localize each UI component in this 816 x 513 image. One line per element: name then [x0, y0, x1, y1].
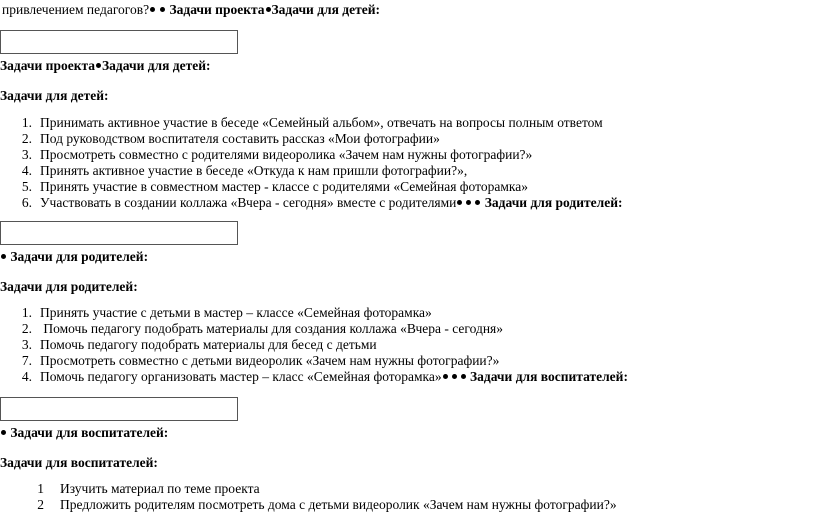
list-text: Помочь педагогу подобрать материалы для бесед с детьми — [40, 337, 377, 352]
tasks-teachers-label: Задачи для воспитателей: — [470, 369, 628, 384]
tasks-children-label: Задачи для детей: — [271, 2, 381, 17]
bullet-icon — [160, 7, 165, 12]
bullet-icon — [466, 200, 471, 205]
list-number: 4. — [21, 163, 32, 178]
bullet-icon — [461, 374, 466, 379]
bullet-icon — [1, 430, 6, 435]
bullet-icon — [452, 374, 457, 379]
tasks-parents-label: Задачи для родителей: — [10, 249, 149, 264]
top-line — [2, 2, 380, 18]
teachers-title: Задачи для воспитателей: — [0, 455, 158, 470]
tasks-project-label: Задачи проекта — [169, 2, 265, 17]
list-text-value: Участвовать в создании коллажа «Вчера - сегодня» вместе с родителями — [40, 195, 457, 210]
list-number: 7. — [21, 353, 32, 368]
list-number: 2. — [21, 321, 32, 336]
bullet-icon — [266, 7, 271, 12]
lead-text: привлечением педагогов? — [2, 2, 150, 17]
list-text: Принять участие в совместном мастер - классе с родителями «Семейная фоторамка» — [40, 179, 528, 194]
list-number: 3. — [21, 147, 32, 162]
list-text: Просмотреть совместно с детьми видеоролик «Зачем нам нужны фотографии?» — [40, 353, 500, 368]
list-text: Просмотреть совместно с родителями видеоролика «Зачем нам нужны фотографии?» — [40, 147, 533, 162]
bullet-icon — [150, 7, 155, 12]
children-heading-line — [0, 58, 211, 74]
bullet-icon — [1, 254, 6, 259]
list-text: Принимать активное участие в беседе «Семейный альбом», отвечать на вопросы полным ответом — [40, 115, 603, 130]
tasks-project-label: Задачи проекта — [0, 58, 96, 73]
list-text: Принять участие с детьми в мастер – классе «Семейная фоторамка» — [40, 305, 432, 320]
list-text — [40, 369, 628, 385]
bullet-icon — [96, 63, 101, 68]
children-title: Задачи для детей: — [0, 88, 109, 103]
list-text-value: Помочь педагогу организовать мастер – класс «Семейная фоторамка» — [40, 369, 442, 384]
bullet-icon — [457, 200, 462, 205]
list-number: 5. — [21, 179, 32, 194]
list-number: 4. — [21, 369, 32, 384]
tasks-parents-label: Задачи для родителей: — [484, 195, 623, 210]
empty-frame-box — [0, 397, 238, 421]
parents-title: Задачи для родителей: — [0, 279, 138, 294]
list-number: 2. — [21, 131, 32, 146]
parents-heading-line — [0, 249, 148, 265]
list-number: 3. — [21, 337, 32, 352]
list-text: Предложить родителям посмотреть дома с детьми видеоролик «Зачем нам нужны фотографии?» — [60, 497, 617, 512]
list-text — [40, 195, 622, 211]
list-number: 6. — [21, 195, 32, 210]
list-number: 1. — [21, 115, 32, 130]
empty-frame-box — [0, 30, 238, 54]
empty-frame-box — [0, 221, 238, 245]
tasks-children-label: Задачи для детей: — [102, 58, 211, 73]
bullet-icon — [443, 374, 448, 379]
list-text: Помочь педагогу подобрать материалы для создания коллажа «Вчера - сегодня» — [40, 321, 504, 336]
list-number: 2 — [37, 497, 44, 512]
bullet-icon — [475, 200, 480, 205]
teachers-heading-line — [0, 425, 168, 441]
list-text: Принять активное участие в беседе «Откуда к нам пришли фотографии?», — [40, 163, 468, 178]
list-number: 1 — [37, 481, 44, 496]
tasks-teachers-label: Задачи для воспитателей: — [10, 425, 169, 440]
list-text: Изучить материал по теме проекта — [60, 481, 260, 496]
list-number: 1. — [21, 305, 32, 320]
list-text: Под руководством воспитателя составить рассказ «Мои фотографии» — [40, 131, 440, 146]
